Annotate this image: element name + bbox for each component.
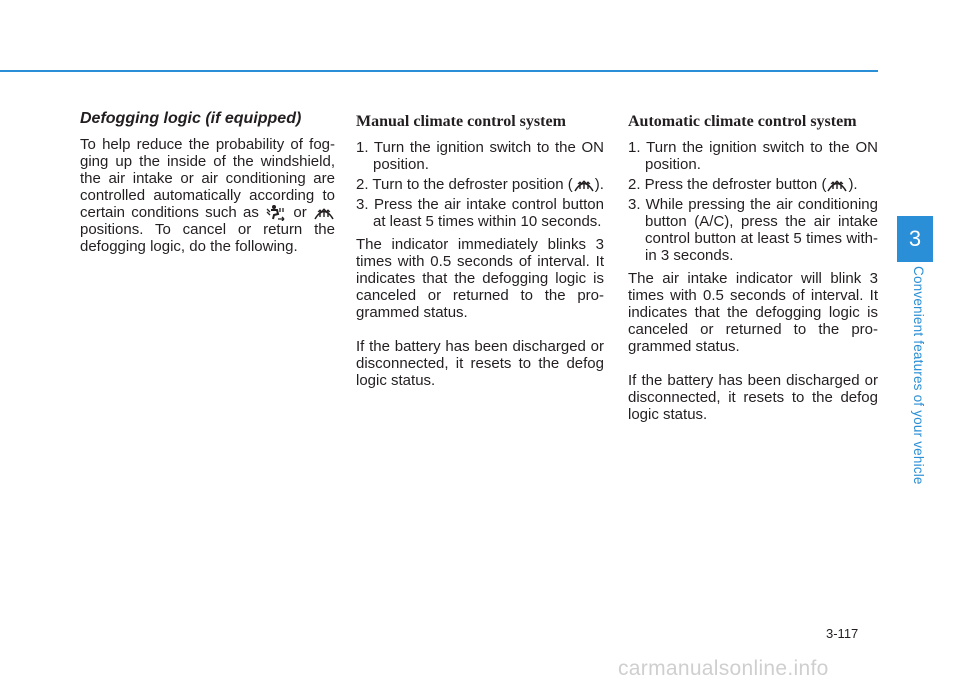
windshield-defrost-icon (573, 176, 595, 193)
manual-step-3: 3. Press the air intake control button at least 5 times within 10 seconds. (356, 196, 604, 230)
windshield-defrost-icon (826, 176, 848, 193)
manual-step-2 (356, 176, 604, 193)
manual-battery-paragraph: If the battery has been discharged or disconnected, it resets to the defog logic status. (356, 338, 604, 389)
auto-step-3: 3. While pressing the air conditioning button (A/C), press the air intake control button at least 5 times with-in 3 seconds. (628, 196, 878, 264)
auto-indicator-paragraph: The air intake indicator will blink 3 times with 0.5 seconds of interval. It indicates that the defogging logic is canceled or returned to the pro-grammed status. (628, 270, 878, 355)
auto-step-2-text: 2. Press the defroster button ( (628, 176, 827, 193)
auto-step-2-close: ). (848, 176, 858, 193)
defogging-logic-paragraph (80, 136, 335, 255)
page-number: 3-117 (826, 626, 859, 641)
manual-step-1: 1. Turn the ignition switch to the ON position. (356, 139, 604, 173)
or-word: or (293, 204, 307, 221)
manual-indicator-paragraph: The indicator immediately blinks 3 times with 0.5 seconds of interval. It indicates that the defogging logic is canceled or returned to the pro-grammed status. (356, 236, 604, 321)
auto-step-1: 1. Turn the ignition switch to the ON position. (628, 139, 878, 173)
auto-step-2 (628, 176, 878, 193)
defogging-body-a: To help reduce the probability of fog-ging up the inside of the windshield, the air intake or air conditioning are controlled automatically according to certain conditions such as (80, 136, 335, 221)
column-defogging-logic (80, 110, 335, 255)
heading-automatic-climate: Automatic climate control system (628, 113, 857, 130)
column-automatic-climate (628, 110, 878, 423)
top-rule (0, 70, 878, 72)
manual-step-2-text: 2. Turn to the defroster position ( (356, 176, 573, 193)
heading-manual-climate: Manual climate control system (356, 113, 566, 130)
windshield-defrost-icon (313, 204, 335, 221)
defogging-body-b: positions. To cancel or return the defogging logic, do the following. (80, 221, 335, 255)
auto-battery-paragraph: If the battery has been discharged or disconnected, it resets to the defog logic status. (628, 372, 878, 423)
manual-step-2-close: ). (594, 176, 604, 193)
column-manual-climate (356, 110, 604, 389)
chapter-title-vertical: Convenient features of your vehicle (911, 266, 926, 485)
watermark: carmanualsonline.info (618, 657, 829, 680)
chapter-tab: 3 (897, 216, 933, 262)
heading-defogging-logic: Defogging logic (if equipped) (80, 110, 302, 127)
floor-defrost-mode-icon (265, 204, 287, 221)
